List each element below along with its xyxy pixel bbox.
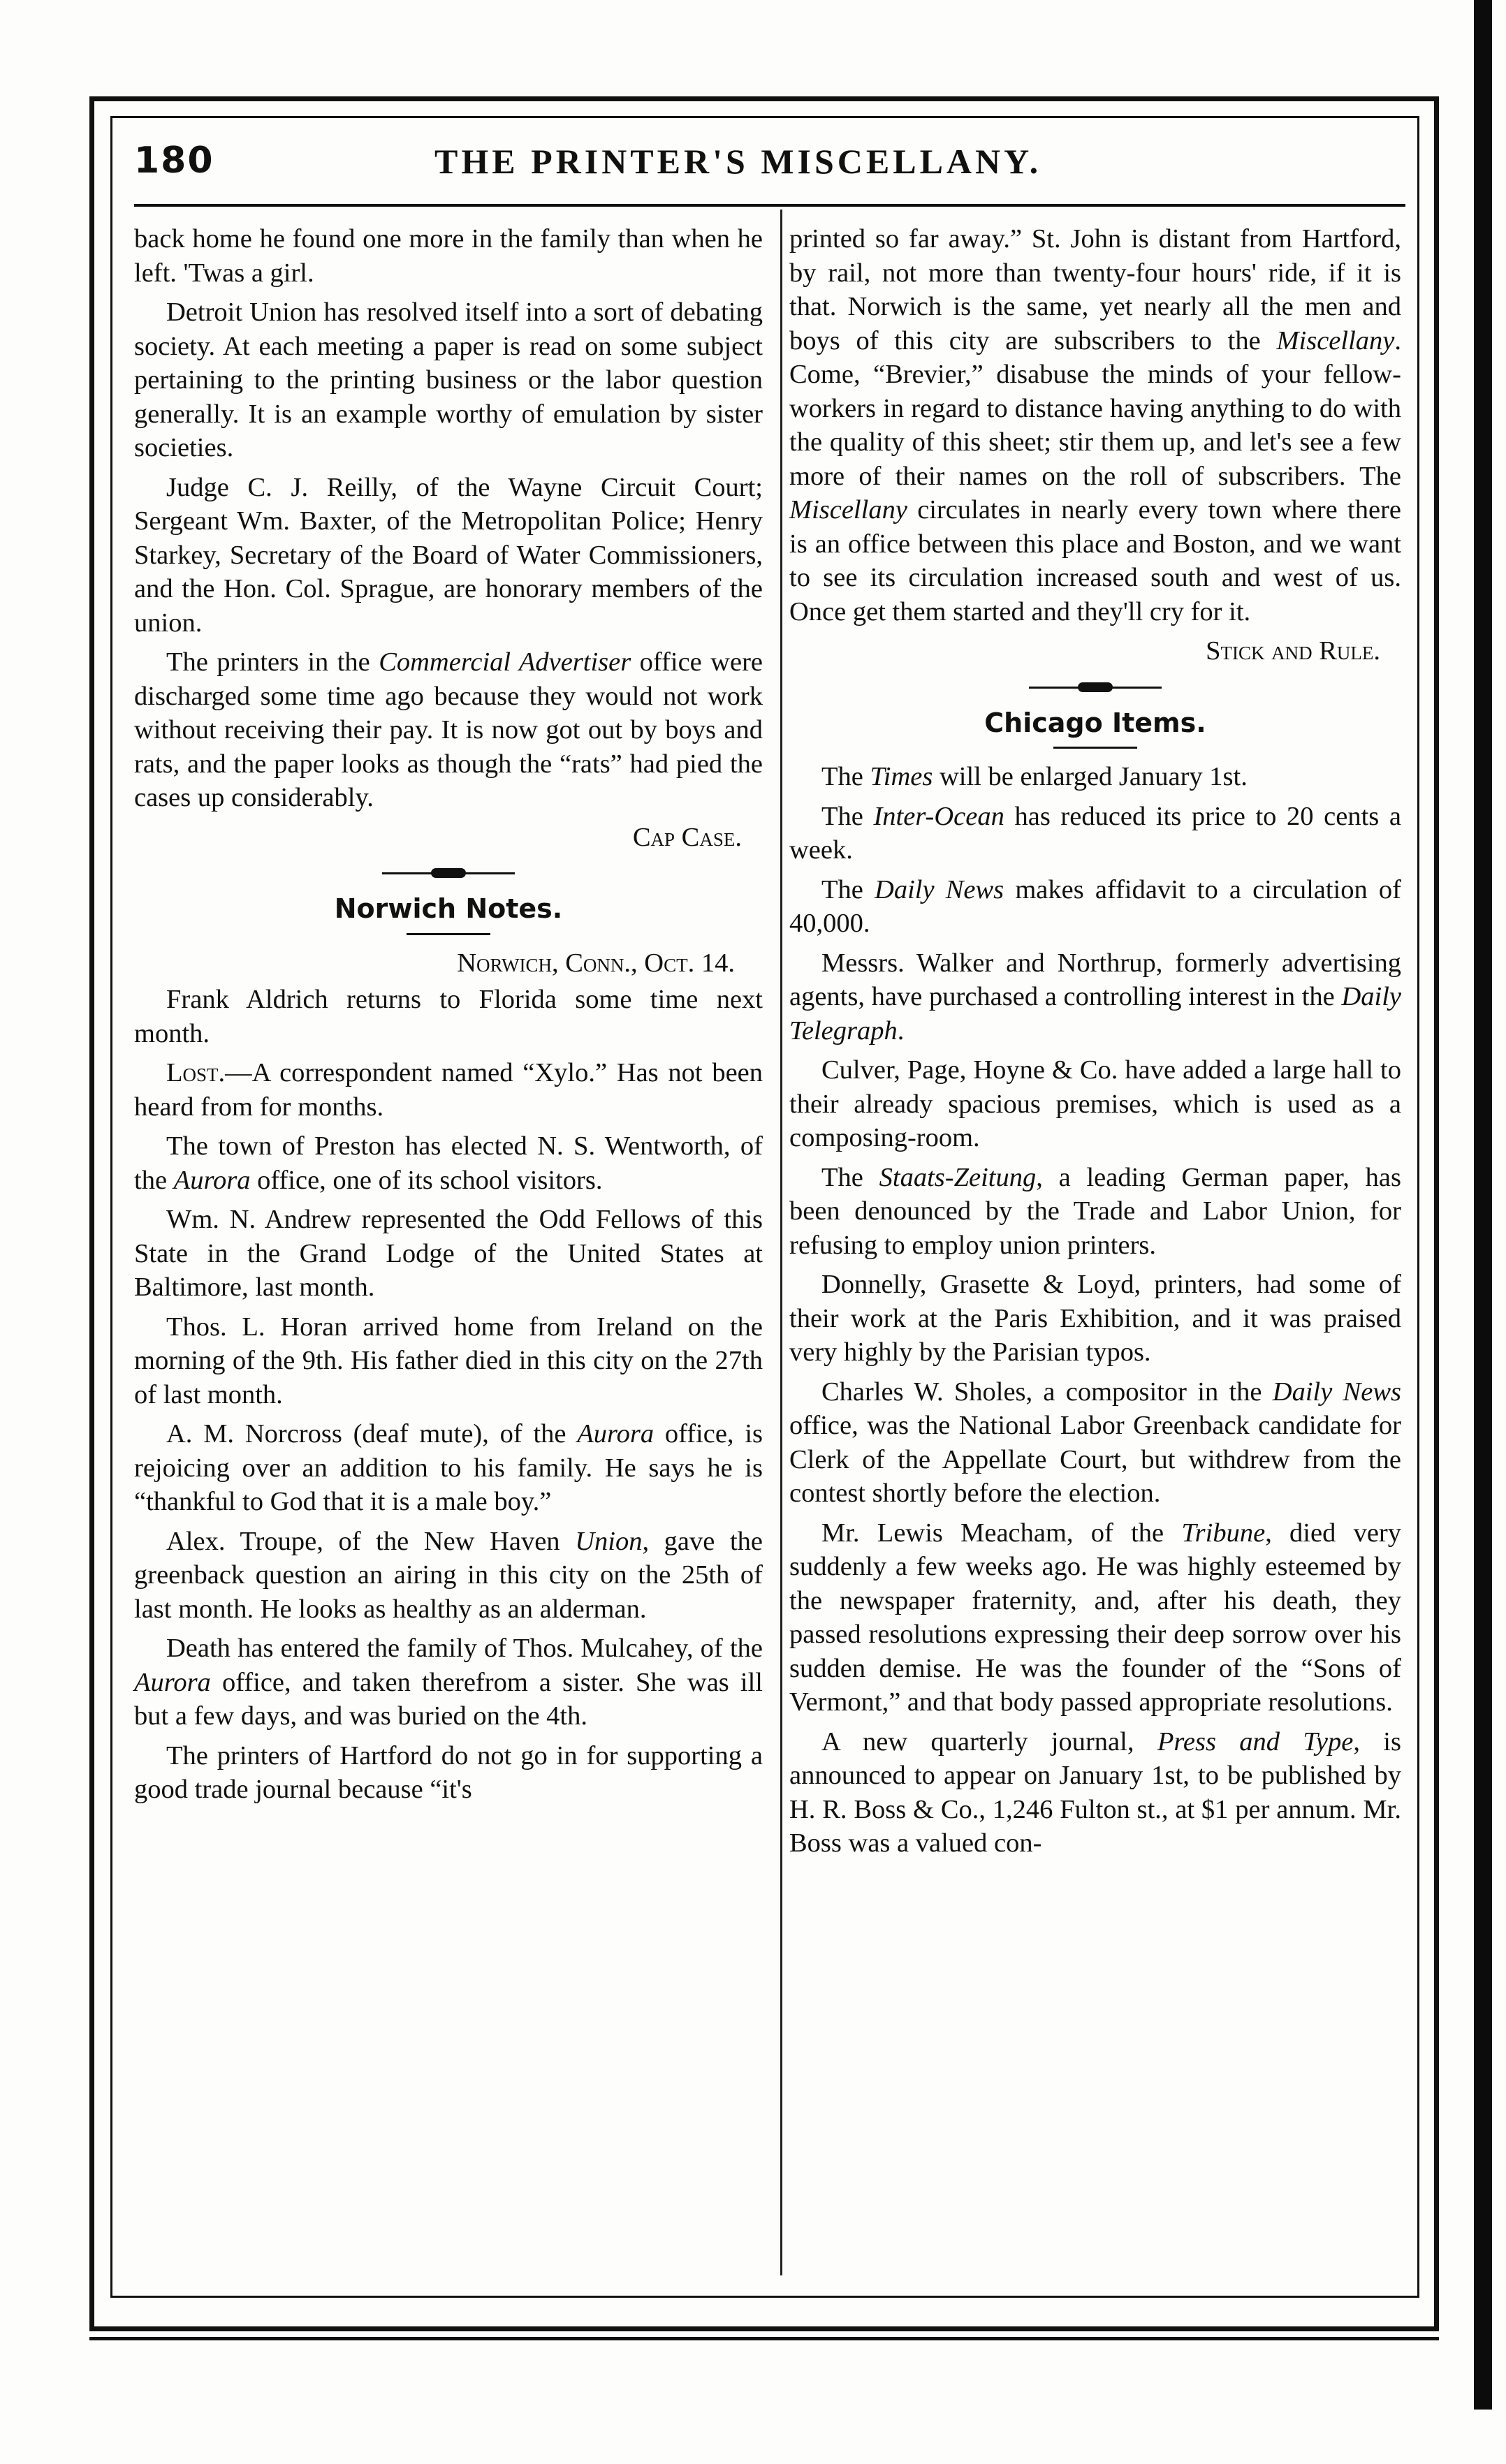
section-heading: Chicago Items. xyxy=(984,707,1206,738)
italic-title: Daily News xyxy=(875,874,1004,904)
paragraph: The town of Preston has elected N. S. Wentworth, of the Aurora office, one of its school visitors. xyxy=(134,1131,763,1195)
paragraph: Death has entered the family of Thos. Mulcahey, of the Aurora office, and taken therefrom a sister. She was ill but a few days, and was buried on the 4th. xyxy=(134,1634,763,1731)
paragraph: back home he found one more in the family than when he left. 'Twas a girl. xyxy=(134,224,763,288)
paragraph: Culver, Page, Hoyne & Co. have added a large hall to their already spacious premises, which is used as a composing-room. xyxy=(789,1055,1401,1152)
paragraph: Messrs. Walker and Northrup, formerly advertising agents, have purchased a controlling interest in the Daily Telegraph. xyxy=(789,948,1401,1046)
paragraph: Detroit Union has resolved itself into a sort of debating society. At each meeting a paper is read on some subject pertaining to the printing business or the labor question generally. It is an example worthy of emulation by sister societies. xyxy=(134,298,763,462)
italic-title: Miscellany xyxy=(789,495,907,525)
paragraph: Judge C. J. Reilly, of the Wayne Circuit Court; Sergeant Wm. Baxter, of the Metropolitan Police; Henry Starkey, Secretary of the Board of Water Commissioners, and the Hon. Col. Sprague, are honorary members of the union. xyxy=(134,472,763,638)
short-rule xyxy=(407,933,490,935)
page-number: 180 xyxy=(134,140,214,182)
italic-title: Press and Type xyxy=(1157,1726,1354,1757)
italic-title: Miscellany xyxy=(1276,325,1395,355)
running-title: THE PRINTER'S MISCELLANY. xyxy=(434,142,1042,181)
right-column xyxy=(789,222,1401,1866)
italic-title: Tribune xyxy=(1181,1518,1266,1548)
paragraph: Donnelly, Grasette & Loyd, printers, had some of their work at the Paris Exhibition, and it was praised very highly by the Parisian typos. xyxy=(789,1270,1401,1367)
italic-title: Daily Telegraph xyxy=(789,982,1401,1046)
paragraph: Thos. L. Horan arrived home from Ireland on the morning of the 9th. His father died in this city on the 27th of last month. xyxy=(134,1312,763,1409)
italic-title: Inter-Ocean xyxy=(873,801,1004,831)
section-ornament xyxy=(1029,682,1162,692)
header-rule xyxy=(134,204,1405,207)
paragraph: The Times will be enlarged January 1st. xyxy=(821,762,1248,791)
paragraph: The Inter-Ocean has reduced its price to 20 cents a week. xyxy=(789,801,1401,865)
italic-title: Aurora xyxy=(173,1165,251,1195)
paragraph: Alex. Troupe, of the New Haven Union, gave the greenback question an airing in this city on the 25th of last month. He looks as healthy as an alderman. xyxy=(134,1526,763,1624)
column-divider xyxy=(780,210,782,2275)
running-header xyxy=(134,140,1405,191)
paragraph: A new quarterly journal, Press and Type, is announced to appear on January 1st, to be published by H. R. Boss & Co., 1,246 Fulton st., at $1 per annum. Mr. Boss was a valued con- xyxy=(789,1726,1401,1858)
paragraph: The printers of Hartford do not go in for supporting a good trade journal because “it's xyxy=(134,1740,763,1804)
signature: Cap Case. xyxy=(632,822,742,852)
paragraph: Frank Aldrich returns to Florida some time next month. xyxy=(134,985,763,1048)
italic-title: Union xyxy=(575,1526,643,1556)
paragraph: The Daily News makes affidavit to a circulation of 40,000. xyxy=(789,874,1401,938)
paragraph: Wm. N. Andrew represented the Odd Fellows of this State in the Grand Lodge of the United States at Baltimore, last month. xyxy=(134,1205,763,1302)
section-ornament xyxy=(382,868,515,878)
italic-title: Staats-Zeitung xyxy=(879,1162,1037,1192)
dateline: Norwich, Conn., Oct. 14. xyxy=(457,948,735,978)
paragraph: The Staats-Zeitung, a leading German paper, has been denounced by the Trade and Labor Union, for refusing to employ union printers. xyxy=(789,1162,1401,1260)
signature: Stick and Rule. xyxy=(1206,636,1380,666)
left-column xyxy=(134,222,763,1812)
paragraph: The printers in the Commercial Advertiser office were discharged some time ago because they would not work without receiving their pay. It is now got out by boys and rats, and the paper looks as though the “rats” had pied the cases up considerably. xyxy=(134,647,763,812)
italic-title: Times xyxy=(870,762,933,791)
short-rule xyxy=(1053,747,1137,749)
italic-title: Aurora xyxy=(577,1419,655,1449)
paragraph: Charles W. Sholes, a compositor in the Daily News office, was the National Labor Greenback candidate for Clerk of the Appellate Court, but withdrew from the contest shortly before the election. xyxy=(789,1377,1401,1508)
paragraph: printed so far away.” St. John is distant from Hartford, by rail, not more than twenty-four hours' ride, if it is that. Norwich is the same, yet nearly all the men and boys of this city are subscribers to the Miscellany. Come, “Brevier,” disabuse the minds of your fellow-workers in regard to distance having anything to do with the quality of this sheet; stir them up, and let's see a few more of their names on the roll of subscribers. The Miscellany circulates in nearly every town where there is an office between this place and Boston, and we want to see its circulation increased south and west of us. Once get them started and they'll cry for it. xyxy=(789,224,1401,626)
italic-title: Commercial Advertiser xyxy=(379,647,631,677)
italic-title: Daily News xyxy=(1272,1377,1401,1407)
section-heading: Norwich Notes. xyxy=(334,893,563,924)
book-spine-edge xyxy=(1474,0,1492,2410)
italic-title: Aurora xyxy=(134,1667,211,1697)
paragraph: A. M. Norcross (deaf mute), of the Aurora office, is rejoicing over an addition to his family. He says he is “thankful to God that it is a male boy.” xyxy=(134,1419,763,1516)
page-border-bottom-rule xyxy=(89,2337,1439,2340)
paragraph: Mr. Lewis Meacham, of the Tribune, died very suddenly a few weeks ago. He was highly esteemed by the newspaper fraternity, and, after his death, they passed resolutions expressing their deep sorrow over his sudden demise. He was the founder of the “Sons of Vermont,” and that body passed appropriate resolutions. xyxy=(789,1518,1401,1717)
paragraph: Lost.—A correspondent named “Xylo.” Has not been heard from for months. xyxy=(134,1058,763,1122)
